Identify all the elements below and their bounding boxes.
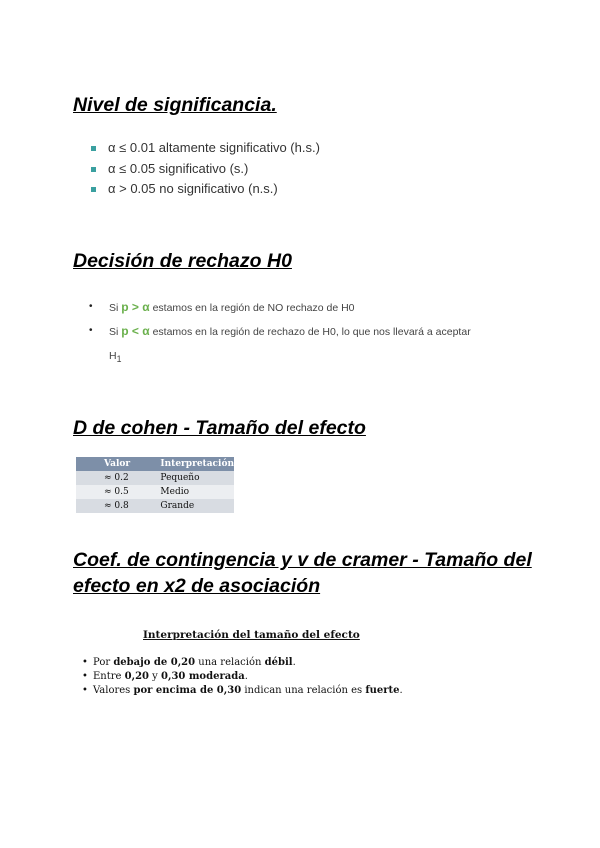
condition-p-greater-alpha: p > α <box>121 300 150 314</box>
list-item: • Entre 0,20 y 0,30 moderada. <box>82 671 248 682</box>
cohen-table <box>76 457 234 513</box>
square-bullet-icon <box>91 146 96 151</box>
bullet-icon: • <box>89 325 93 336</box>
bullet-icon: • <box>89 301 93 312</box>
condition-p-less-alpha: p < α <box>121 324 150 338</box>
heading-nivel-significancia: Nivel de significancia. <box>73 94 277 116</box>
heading-decision-rechazo: Decisión de rechazo H0 <box>73 250 292 272</box>
column-header-valor: Valor <box>76 457 154 471</box>
bullet-icon: • <box>82 685 88 696</box>
decision-list <box>89 298 529 368</box>
list-item: α ≤ 0.01 altamente significativo (h.s.) <box>91 138 320 159</box>
list-item: α > 0.05 no significativo (n.s.) <box>91 179 320 200</box>
list-item-continuation: $H_1$ <box>109 350 122 365</box>
interpretation-list <box>82 656 403 698</box>
heading-d-cohen: D de cohen - Tamaño del efecto <box>73 417 366 439</box>
table-row: ≈ 0.8 Grande <box>76 499 234 513</box>
list-item: • Por debajo de 0,20 una relación débil. <box>82 657 296 668</box>
column-header-interpretacion: Interpretación <box>154 457 234 471</box>
table-row: ≈ 0.2 Pequeño <box>76 471 234 485</box>
list-item: • Si p < α estamos en la región de rechazo de H0, lo que nos llevará a aceptar <box>89 324 471 338</box>
list-item: α ≤ 0.05 significativo (s.) <box>91 159 320 180</box>
bullet-icon: • <box>82 671 88 682</box>
bullet-icon: • <box>82 657 88 668</box>
square-bullet-icon <box>91 167 96 172</box>
list-item: • Valores por encima de 0,30 indican una relación es fuerte. <box>82 685 403 696</box>
list-item: • Si p > α estamos en la región de NO rechazo de H0 <box>89 300 355 314</box>
significance-list <box>91 138 320 200</box>
table-header-row <box>76 457 234 471</box>
square-bullet-icon <box>91 187 96 192</box>
table-row: ≈ 0.5 Medio <box>76 485 234 499</box>
interpretation-title: Interpretación del tamaño del efecto <box>143 629 360 641</box>
heading-coef-contingencia: Coef. de contingencia y v de cramer - Tamaño del efecto en x2 de asociación <box>73 549 532 597</box>
